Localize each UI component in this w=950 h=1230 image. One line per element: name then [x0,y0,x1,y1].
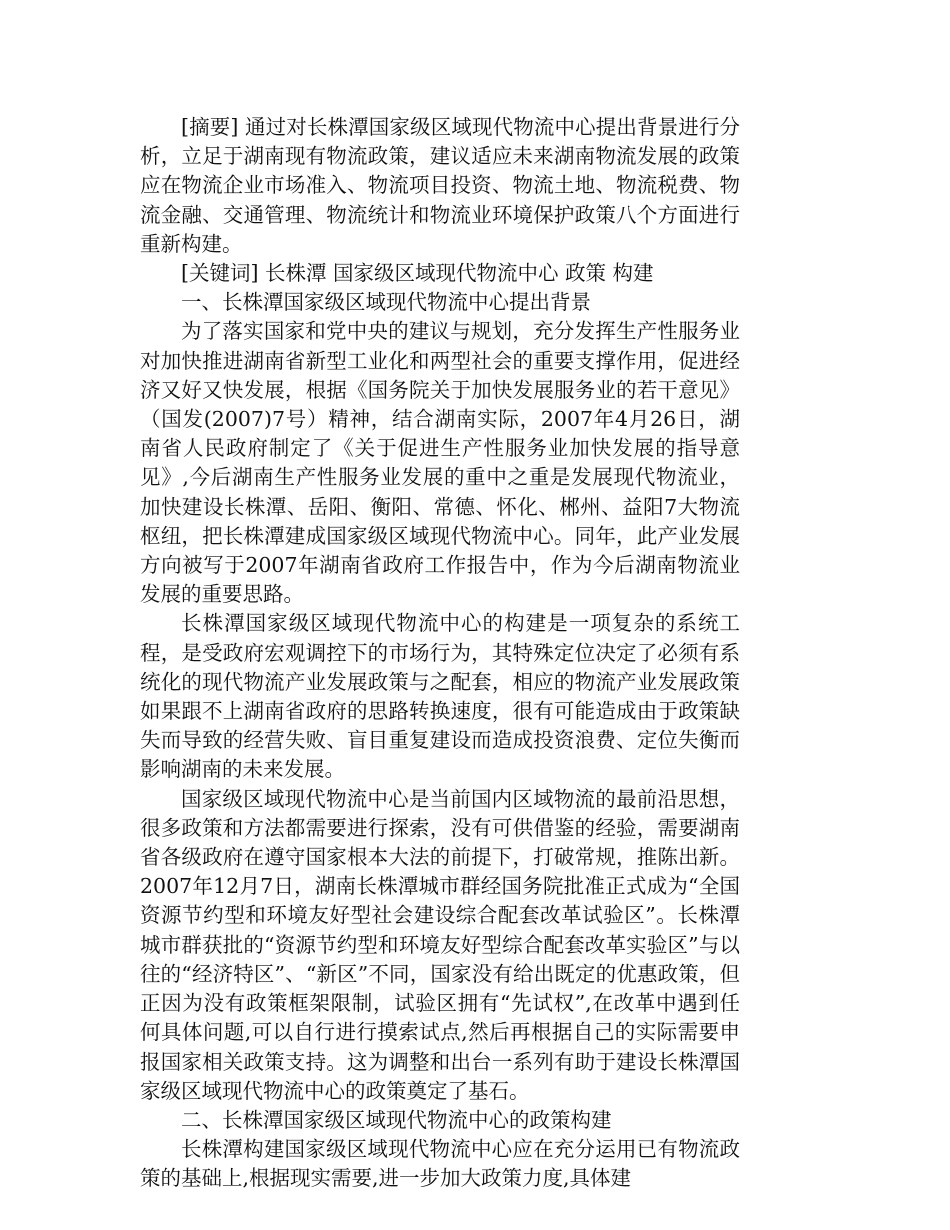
section-heading-1: 一、长株潭国家级区域现代物流中心提出背景 [181,290,591,315]
body-paragraph: 国家级区域现代物流中心是当前国内区域物流的最前沿思想，很多政策和方法都需要进行探索，没有可供借鉴的经验，需要湖南省各级政府在遵守国家根本大法的前提下，打破常规，推陈出新。2007年12月7日，湖南长株潭城市群经国务院批准正式成为“全国资源节约型和环境友好型社会建设综合配套改革试验区”。长株潭城市群获批的“资源节约型和环境友好型综合配套改革实验区”与以往的“经济特区”、“新区”不同，国家没有给出既定的优惠政策，但正因为没有政策框架限制，试验区拥有“先试权”,在改革中遇到任何具体问题,可以自行进行摸索试点,然后再根据自己的实际需要申报国家相关政策支持。这为调整和出台一系列有助于建设长株潭国家级区域现代物流中心的政策奠定了基石。 [140,786,740,1103]
abstract-paragraph: [摘要] 通过对长株潭国家级区域现代物流中心提出背景进行分析，立足于湖南现有物流政策，建议适应未来湖南物流发展的政策应在物流企业市场准入、物流项目投资、物流土地、物流税费、物流金融、交通管理、物流统计和物流业环境保护政策八个方面进行重新构建。 [140,115,740,256]
body-paragraph: 长株潭国家级区域现代物流中心的构建是一项复杂的系统工程，是受政府宏观调控下的市场行为，其特殊定位决定了必须有系统化的现代物流产业发展政策与之配套，相应的物流产业发展政策如果跟不上湖南省政府的思路转换速度，很有可能造成由于政策缺失而导致的经营失败、盲目重复建设而造成投资浪费、定位失衡而影响湖南的未来发展。 [140,611,740,782]
body-paragraph: 为了落实国家和党中央的建议与规划，充分发挥生产性服务业对加快推进湖南省新型工业化和两型社会的重要支撑作用，促进经济又好又快发展，根据《国务院关于加快发展服务业的若干意见》（国发(2007)7号）精神，结合湖南实际，2007年4月26日，湖南省人民政府制定了《关于促进生产性服务业加快发展的指导意见》,今后湖南生产性服务业发展的重中之重是发展现代物流业，加快建设长株潭、岳阳、衡阳、常德、怀化、郴州、益阳7大物流枢纽，把长株潭建成国家级区域现代物流中心。同年，此产业发展方向被写于2007年湖南省政府工作报告中，作为今后湖南物流业发展的重要思路。 [140,319,740,607]
body-text [140,113,740,1194]
body-paragraph: 长株潭构建国家级区域现代物流中心应在充分运用已有物流政策的基础上,根据现实需要,进一步加大政策力度,具体建 [140,1137,740,1191]
keywords-paragraph: [关键词] 长株潭 国家级区域现代物流中心 政策 构建 [181,261,654,286]
section-heading-2: 二、长株潭国家级区域现代物流中心的政策构建 [181,1107,612,1132]
